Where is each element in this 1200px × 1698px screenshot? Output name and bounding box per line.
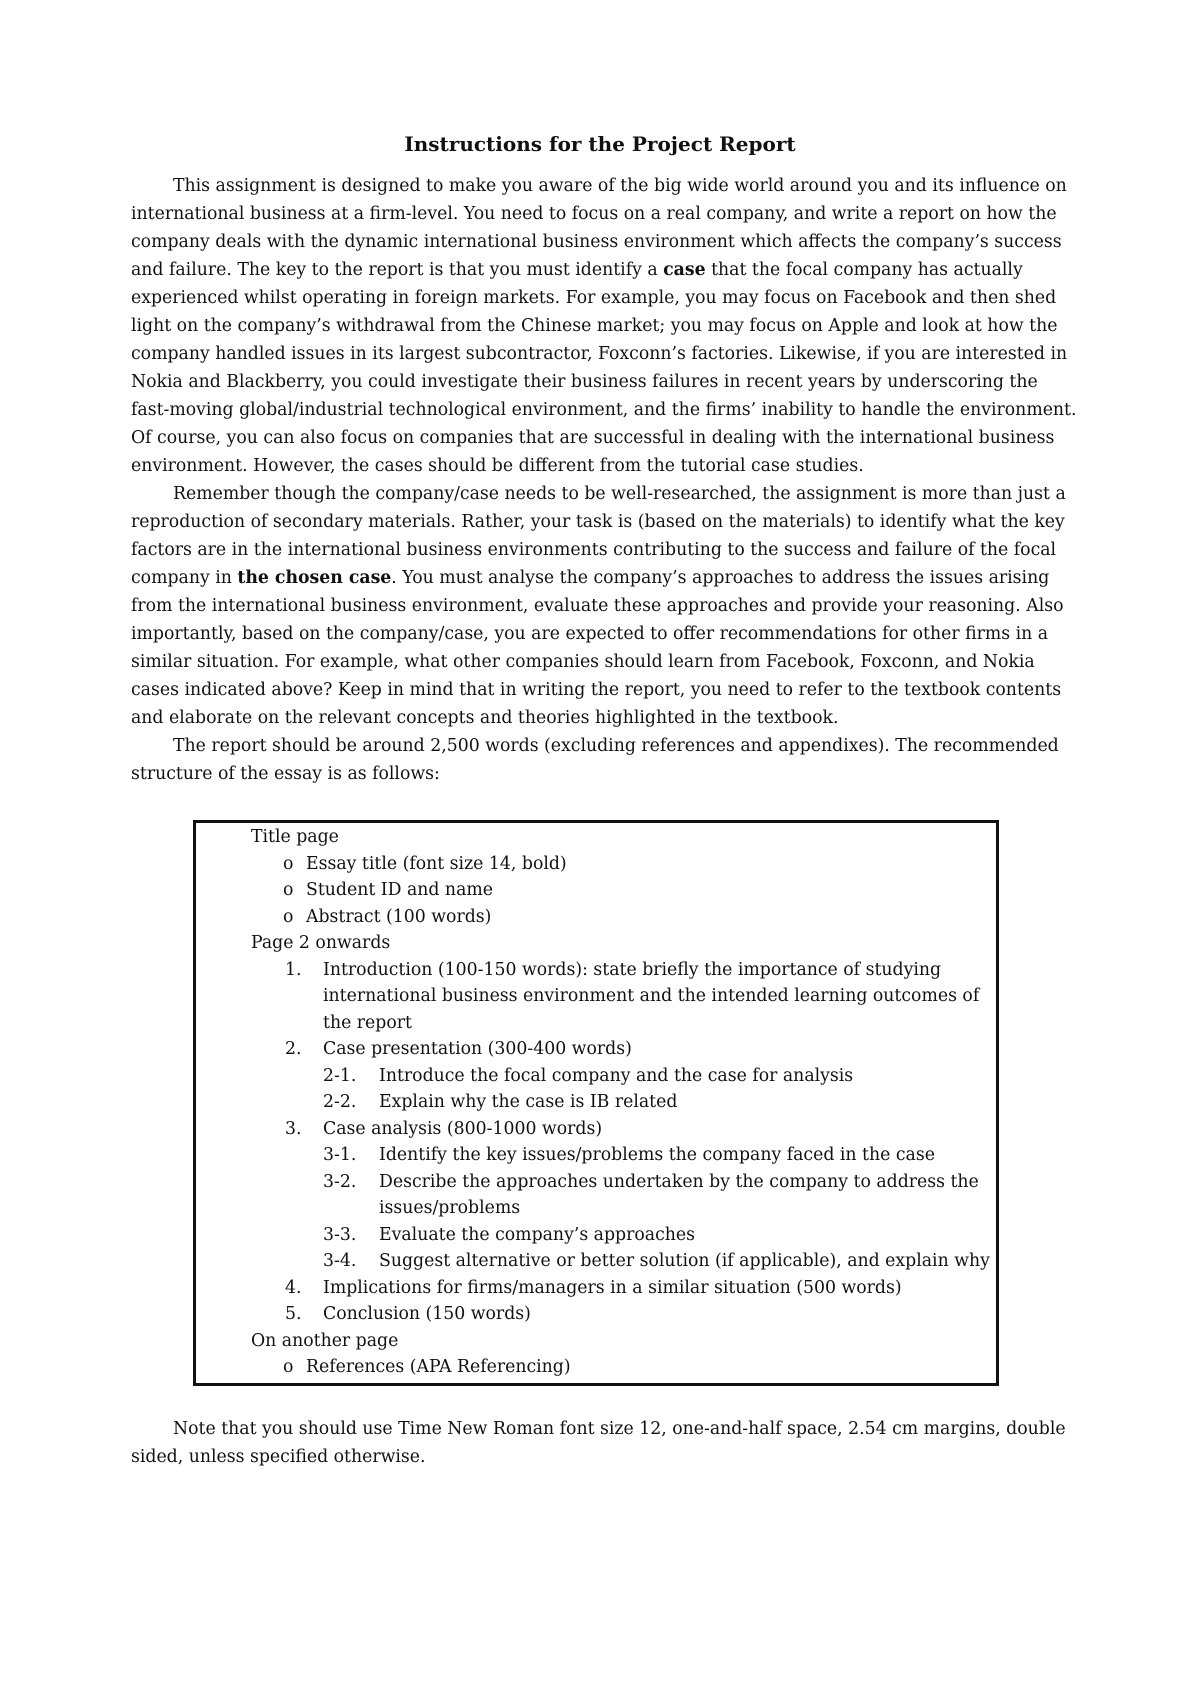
section-number: 3. [285, 1118, 302, 1139]
paragraph-3: The report should be around 2,500 words (excluding references and appendixes). The recommended structure of the essay is as follows: [131, 736, 1059, 784]
another-page-item-text: References (APA Referencing) [306, 1357, 571, 1377]
section-item [251, 957, 991, 1037]
page-2-heading: Page 2 onwards [251, 933, 391, 953]
section-item [251, 1036, 991, 1063]
subsection-number: 2-1. [323, 1065, 357, 1086]
title-page-item [251, 877, 991, 904]
title-page-item [251, 904, 991, 931]
section-text: Case presentation (300-400 words) [323, 1039, 632, 1059]
paragraph-2-bold: the chosen case [237, 568, 392, 588]
subsection-number: 3-1. [323, 1145, 357, 1165]
paragraph-2 [131, 480, 1081, 732]
subsection-text: Introduce the focal company and the case for analysis [379, 1065, 854, 1086]
section-text: Introduction (100-150 words): state briefly the importance of studying international business environment and the intended learning outcomes of the report [323, 959, 980, 1033]
section-text: Implications for firms/managers in a similar situation (500 words) [323, 1277, 902, 1298]
subsection-item [251, 1063, 991, 1090]
structure-box [193, 820, 999, 1386]
title-page-item-text: Essay title (font size 14, bold) [306, 853, 567, 874]
subsection-number: 2-2. [323, 1092, 357, 1112]
subsection-number: 3-3. [323, 1224, 357, 1245]
subsection-item [251, 1089, 991, 1116]
title-page-heading: Title page [251, 827, 339, 847]
title-page-item-text: Abstract (100 words) [306, 906, 492, 927]
subsection-text: Explain why the case is IB related [379, 1092, 678, 1112]
subsection-number: 3-2. [323, 1171, 357, 1192]
paragraph-1 [131, 172, 1081, 480]
title-page-item-text: Student ID and name [306, 880, 493, 900]
paragraph-2-part-2: . You must analyse the company’s approaches to address the issues arising from the international business environment, evaluate these approaches and provide your reasoning. Also importantly, based on the company/case, you are expected to offer recommendations for other firms in a similar situation. For example, what other companies should learn from Facebook, Foxconn, and Nokia cases indicated above? Keep in mind that in writing the report, you need to refer to the textbook contents and elaborate on the relevant concepts and theories highlighted in the textbook. [131, 568, 1064, 728]
subsection-item [251, 1142, 991, 1169]
body-text [131, 172, 1081, 788]
structure-list [251, 824, 991, 1381]
subsection-number: 3-4. [323, 1251, 357, 1271]
bullet-marker: o [283, 853, 294, 874]
subsection-text: Evaluate the company’s approaches [379, 1224, 695, 1245]
subsection-text: Suggest alternative or better solution (if applicable), and explain why [379, 1251, 990, 1271]
bullet-marker: o [283, 906, 294, 927]
section-text: Conclusion (150 words) [323, 1304, 531, 1324]
subsection-item [251, 1222, 991, 1249]
another-page-item [251, 1354, 991, 1381]
section-number: 4. [285, 1277, 302, 1298]
section-item [251, 1116, 991, 1143]
paragraph-1-part-1: This assignment is designed to make you aware of the big wide world around you and its influence on international business at a firm-level. You need to focus on a real company, and write a report on how the company deals with the dynamic international business environment which affects the company’s success and failure. The key to the report is that you must identify a [131, 176, 1067, 280]
paragraph-1-part-2: that the focal company has actually experienced whilst operating in foreign markets. For example, you may focus on Facebook and then shed light on the company’s withdrawal from the Chinese market; you may focus on Apple and look at how the company handled issues in its largest subcontractor, Foxconn’s factories. Likewise, if you are interested in Nokia and Blackberry, you could investigate their business failures in recent years by underscoring the fast-moving global/industrial technological environment, and the firms’ inability to handle the environment. Of course, you can also focus on companies that are successful in dealing with the international business environment. However, the cases should be different from the tutorial case studies. [131, 260, 1077, 476]
section-number: 2. [285, 1039, 302, 1059]
section-item [251, 1275, 991, 1302]
bullet-marker: o [283, 1357, 294, 1377]
section-number: 1. [285, 959, 302, 980]
subsection-text: Identify the key issues/problems the company faced in the case [379, 1145, 935, 1165]
bullet-marker: o [283, 880, 294, 900]
formatting-note: Note that you should use Time New Roman font size 12, one-and-half space, 2.54 cm margins, double sided, unless specified otherwise. [131, 1419, 1066, 1467]
paragraph-2-part-1: Remember though the company/case needs to be well-researched, the assignment is more than just a reproduction of secondary materials. Rather, your task is (based on the materials) to identify what the key factors are in the international business environments contributing to the success and failure of the focal company in [131, 484, 1066, 588]
subsection-item [251, 1248, 991, 1275]
subsection-text: Describe the approaches undertaken by the company to address the issues/problems [379, 1171, 979, 1218]
section-item [251, 1301, 991, 1328]
subsection-item [251, 1169, 991, 1222]
section-number: 5. [285, 1304, 302, 1324]
page-title: Instructions for the Project Report [404, 132, 796, 156]
title-page-item [251, 851, 991, 878]
paragraph-1-bold: case [663, 260, 706, 280]
another-page-heading: On another page [251, 1330, 399, 1351]
section-text: Case analysis (800-1000 words) [323, 1118, 603, 1139]
